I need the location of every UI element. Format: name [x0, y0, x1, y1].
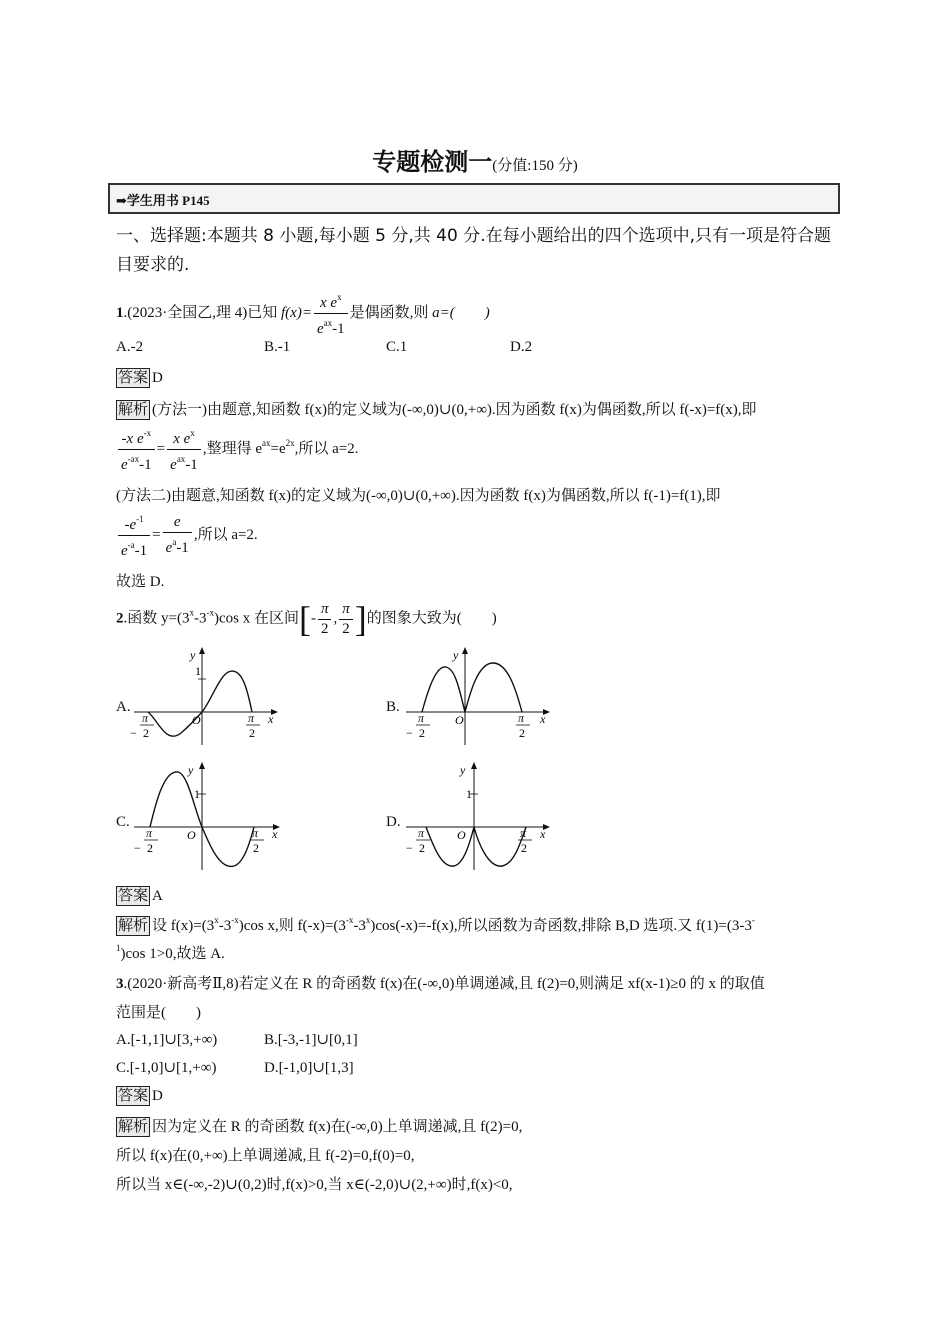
- q1-option-c: C.1: [386, 339, 408, 355]
- q2-option-d-label: D.: [386, 814, 401, 830]
- svg-text:2: 2: [419, 841, 425, 855]
- svg-text:−: −: [134, 841, 141, 855]
- svg-text:π: π: [142, 711, 149, 725]
- q3-analysis-2: 所以 f(x)在(0,+∞)上单调递减,且 f(-2)=0,f(0)=0,: [116, 1148, 415, 1164]
- q2-analysis-1: 解析 设 $f(x)=(3^x-3^{-x})\cos$ x,则 $f(-x)=(3^{-x}-3^x)\cos(-x)=-f(x)$,所以函数为奇函数,排除 B,D 选项.又 f(1)=(3-3-: [118, 915, 755, 934]
- q1-analysis-4: $\frac{-e^{-1}}{e^{-a}-1}$ = $\frac{e}{e^a-1}$ ,所以 a=2.: [116, 510, 258, 561]
- svg-text:2: 2: [521, 841, 527, 855]
- svg-text:π: π: [248, 711, 255, 725]
- q1-analysis-1: 解析 (方法一)由题意,知函数 f(x)的定义域为(-∞,0)∪(0,+∞).因为函数 f(x)为偶函数,所以 f(-x)=f(x),即: [118, 402, 757, 418]
- q1-option-d: D.2: [510, 339, 533, 355]
- q3-analysis-3: 所以当 x∈(-∞,-2)∪(0,2)时,f(x)>0,当 x∈(-2,0)∪(2,+∞)时,f(x)<0,: [116, 1177, 513, 1193]
- q2-answer: 答案 A: [118, 888, 163, 904]
- q1-analysis-5: 故选 D.: [116, 574, 165, 590]
- svg-text:2: 2: [249, 726, 255, 740]
- q2-graph-a: [126, 645, 286, 745]
- svg-text:2: 2: [519, 726, 525, 740]
- svg-text:x: x: [272, 827, 278, 841]
- svg-text:1: 1: [195, 664, 201, 678]
- q2-option-b-label: B.: [386, 699, 400, 715]
- q2-option-c-label: C.: [116, 814, 130, 830]
- svg-text:y: y: [453, 648, 459, 662]
- q1-analysis-3: (方法二)由题意,知函数 f(x)的定义域为(-∞,0)∪(0,+∞).因为函数 f(x)为偶函数,所以 f(-1)=f(1),即: [116, 488, 721, 504]
- q1-answer: 答案 D: [118, 370, 163, 386]
- book-reference-bar: [108, 183, 840, 214]
- svg-text:O: O: [457, 828, 466, 842]
- q2-graph-d: [398, 760, 558, 870]
- svg-text:x: x: [268, 712, 274, 726]
- svg-text:2: 2: [253, 841, 259, 855]
- q1-analysis-2: $\frac{-x e^{-x}}{e^{-ax}-1}$ = $\frac{x e^x}{e^{ax}-1}$ ,整理得 $e^{ax}=e^{2x}$,所以 a=2.: [116, 424, 358, 475]
- q3-analysis-1: 解析 因为定义在 R 的奇函数 f(x)在(-∞,0)上单调递减,且 f(2)=0,: [118, 1119, 523, 1135]
- q3-option-d: D.[-1,0]∪[1,3]: [264, 1060, 354, 1076]
- svg-text:y: y: [188, 763, 194, 777]
- svg-text:π: π: [418, 826, 425, 840]
- svg-text:π: π: [252, 826, 259, 840]
- svg-text:O: O: [455, 713, 464, 727]
- svg-text:π: π: [518, 711, 525, 725]
- answer-tag: 答案: [118, 1088, 149, 1104]
- q2-graph-c: [126, 760, 286, 870]
- svg-text:y: y: [460, 763, 466, 777]
- analysis-tag: 解析: [118, 402, 149, 418]
- svg-text:−: −: [406, 726, 413, 740]
- svg-text:2: 2: [143, 726, 149, 740]
- answer-tag: 答案: [118, 888, 149, 904]
- analysis-tag: 解析: [118, 918, 149, 934]
- q2-graph-b: [398, 645, 558, 745]
- q3-stem-2: 范围是( ): [116, 1005, 201, 1021]
- svg-text:x: x: [540, 712, 546, 726]
- svg-text:π: π: [520, 826, 527, 840]
- svg-text:−: −: [406, 841, 413, 855]
- svg-text:π: π: [146, 826, 153, 840]
- q2-analysis-2: $^1$)cos 1>0,故选 A.: [116, 943, 225, 962]
- svg-text:π: π: [418, 711, 425, 725]
- q2-stem: 2.函数 $y=(3^x-3^{-x})\cos$ x 在区间[- $\frac{\pi}{2}$ , $\frac{\pi}{2}$ ]的图象大致为( ): [116, 599, 497, 639]
- q3-answer: 答案 D: [118, 1088, 163, 1104]
- section-heading: 一、选择题:本题共 8 小题,每小题 5 分,共 40 分.在每小题给出的四个选项中,只有一项是符合题目要求的.: [116, 226, 832, 275]
- svg-text:−: −: [130, 726, 137, 740]
- title-score: (分值:150 分): [492, 158, 578, 174]
- title-main: 专题检测一: [372, 148, 493, 176]
- svg-text:2: 2: [419, 726, 425, 740]
- page-title: [0, 142, 950, 177]
- svg-text:2: 2: [147, 841, 153, 855]
- analysis-tag: 解析: [118, 1119, 149, 1135]
- q1-option-a: A.-2: [116, 339, 144, 355]
- svg-text:1: 1: [194, 787, 200, 801]
- q3-option-b: B.[-3,-1]∪[0,1]: [264, 1032, 358, 1048]
- svg-text:O: O: [192, 713, 201, 727]
- book-reference: ➡学生用书 P145: [116, 193, 210, 208]
- svg-text:y: y: [190, 648, 196, 662]
- q1-option-b: B.-1: [264, 339, 291, 355]
- q1-fraction: $\frac{x e^x}{e^{ax}-1}$: [314, 288, 348, 339]
- svg-text:x: x: [540, 827, 546, 841]
- svg-text:O: O: [187, 828, 196, 842]
- q3-stem-1: 3.(2020·新高考Ⅱ,8)若定义在 R 的奇函数 f(x)在(-∞,0)单调递减,且 f(2)=0,则满足 xf(x-1)≥0 的 x 的取值: [116, 976, 765, 992]
- svg-text:1: 1: [466, 787, 472, 801]
- q2-option-a-label: A.: [116, 699, 131, 715]
- q3-option-a: A.[-1,1]∪[3,+∞): [116, 1032, 218, 1048]
- q1-stem: 1.(2023·全国乙,理 4)已知 f(x)= $\frac{x e^x}{e^{ax}-1}$ 是偶函数,则 a=( ): [116, 288, 490, 339]
- answer-tag: 答案: [118, 370, 149, 386]
- q3-option-c: C.[-1,0]∪[1,+∞): [116, 1060, 217, 1076]
